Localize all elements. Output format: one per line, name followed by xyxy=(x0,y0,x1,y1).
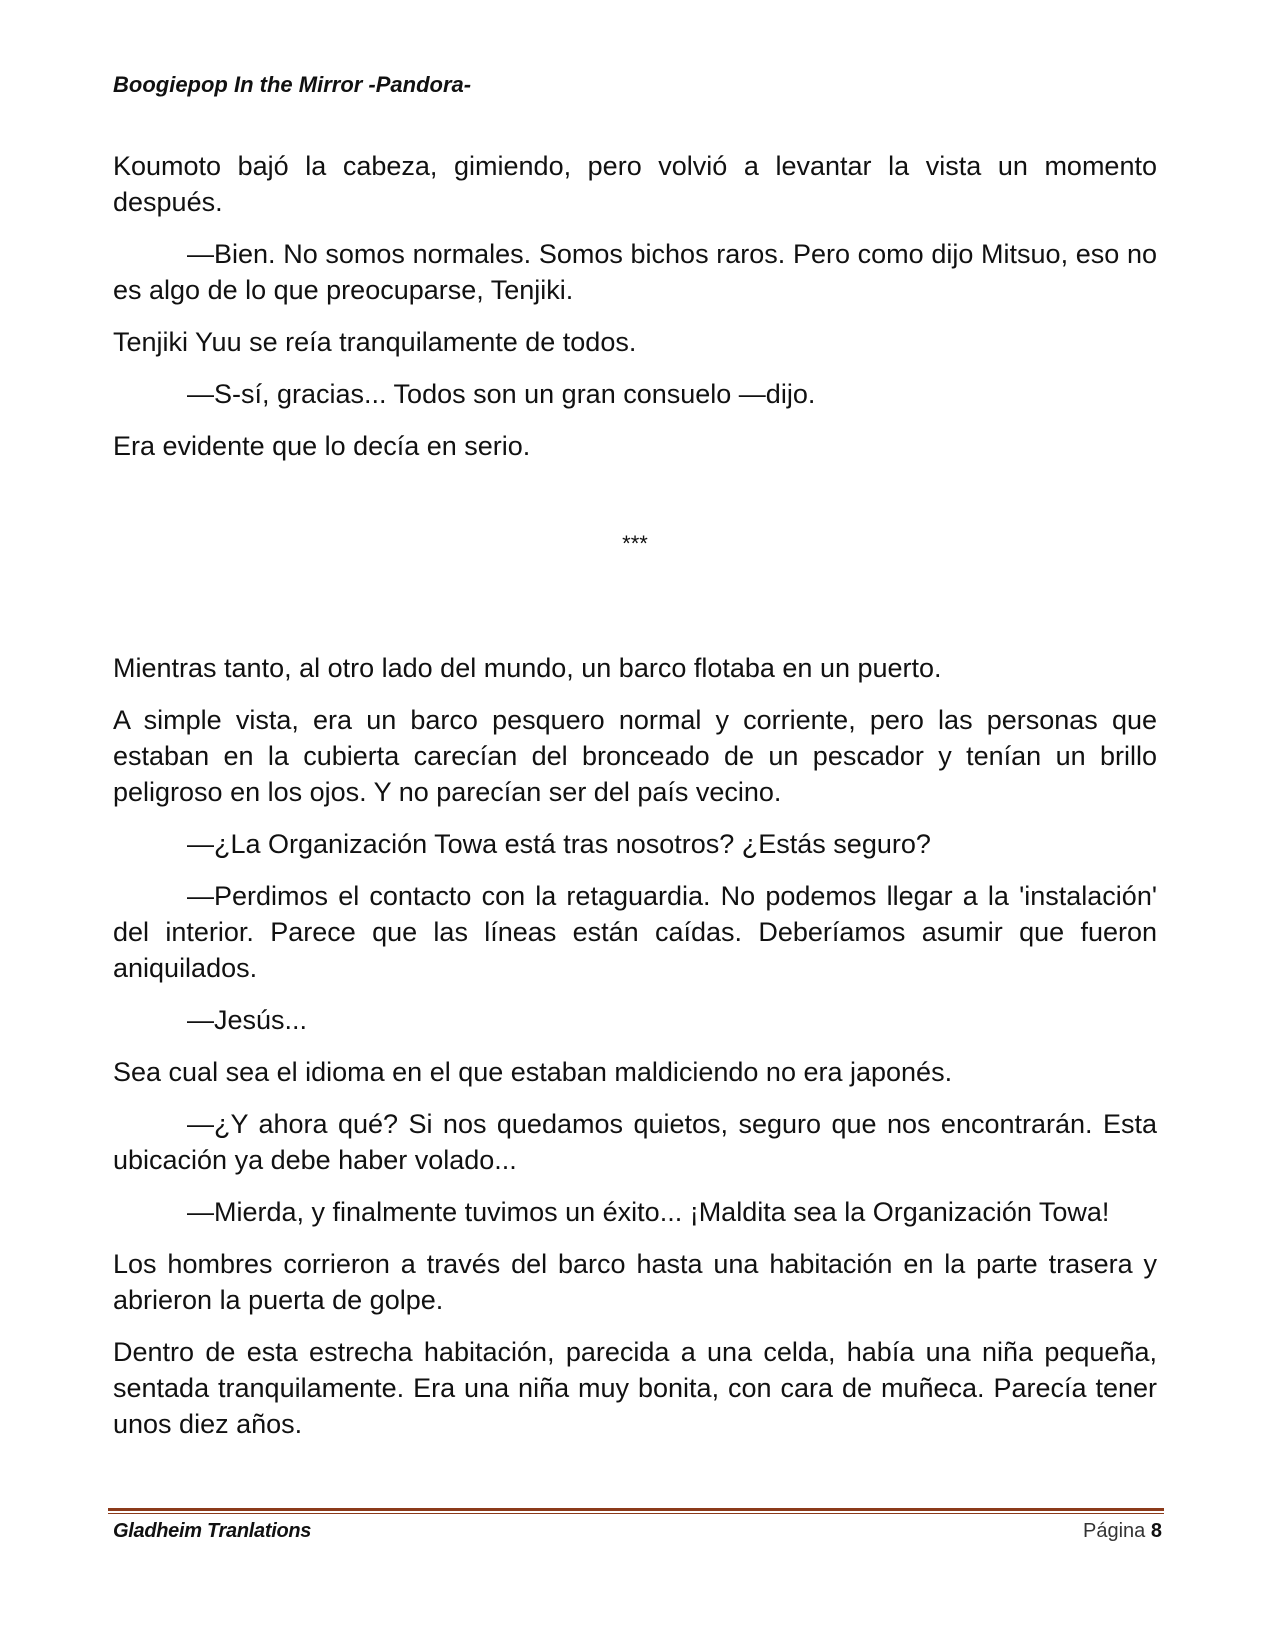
paragraph: Dentro de esta estrecha habitación, parecida a una celda, había una niña pequeña, sentada tranquilamente. Era una niña muy bonita, con cara de muñeca. Parecía tener unos diez años. xyxy=(113,1337,1157,1439)
scene-break: *** xyxy=(622,531,648,556)
paragraph: Tenjiki Yuu se reía tranquilamente de todos. xyxy=(113,327,637,357)
paragraph: Mientras tanto, al otro lado del mundo, un barco flotaba en un puerto. xyxy=(113,653,942,683)
dialogue-paragraph: —Jesús... xyxy=(187,1005,308,1035)
footer-rule xyxy=(108,1508,1164,1514)
dialogue-paragraph: —¿La Organización Towa está tras nosotros? ¿Estás seguro? xyxy=(187,829,931,859)
dialogue-paragraph: —S-sí, gracias... Todos son un gran consuelo —dijo. xyxy=(187,379,816,409)
paragraph: Era evidente que lo decía en serio. xyxy=(113,431,531,461)
paragraph: Sea cual sea el idioma en el que estaban maldiciendo no era japonés. xyxy=(113,1057,953,1087)
footer-page-indicator xyxy=(1083,1520,1162,1543)
paragraph: A simple vista, era un barco pesquero normal y corriente, pero las personas que estaban en la cubierta carecían del bronceado de un pescador y tenían un brillo peligroso en los ojos. Y no parecían ser del país vecino. xyxy=(113,705,1157,807)
paragraph: Koumoto bajó la cabeza, gimiendo, pero volvió a levantar la vista un momento después. xyxy=(113,151,1157,217)
page-label: Página xyxy=(1083,1520,1146,1542)
page-number: 8 xyxy=(1150,1520,1162,1542)
page-header-title: Boogiepop In the Mirror -Pandora- xyxy=(113,72,472,97)
dialogue-paragraph: —¿Y ahora qué? Si nos quedamos quietos, seguro que nos encontrarán. Esta ubicación ya debe haber volado... xyxy=(113,1109,1157,1175)
footer-publisher: Gladheim Tranlations xyxy=(113,1520,312,1542)
page-body xyxy=(113,148,1157,1458)
dialogue-paragraph: —Mierda, y finalmente tuvimos un éxito... ¡Maldita sea la Organización Towa! xyxy=(187,1197,1110,1227)
dialogue-paragraph: —Perdimos el contacto con la retaguardia. No podemos llegar a la 'instalación' del interior. Parece que las líneas están caídas. Deberíamos asumir que fueron aniquilados. xyxy=(113,881,1157,983)
dialogue-paragraph: —Bien. No somos normales. Somos bichos raros. Pero como dijo Mitsuo, eso no es algo de lo que preocuparse, Tenjiki. xyxy=(113,239,1157,305)
paragraph: Los hombres corrieron a través del barco hasta una habitación en la parte trasera y abrieron la puerta de golpe. xyxy=(113,1249,1157,1315)
